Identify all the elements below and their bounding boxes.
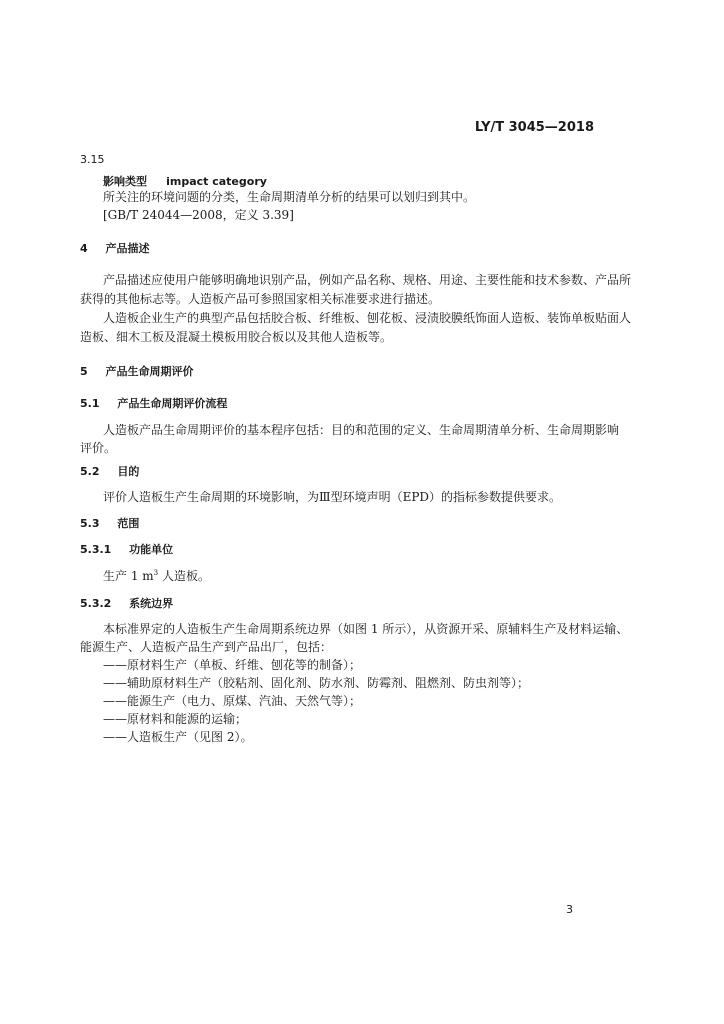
section-4-heading [80, 240, 150, 256]
section-5-3-1-title: 功能单位 [129, 543, 174, 556]
section-5-3-1-heading [80, 541, 173, 557]
list-item: ——原材料生产（单板、纤维、刨花等的制备）； [103, 658, 362, 672]
section-4-title: 产品描述 [105, 242, 150, 255]
term-chinese: 影响类型 [103, 175, 147, 188]
functional-unit-after: 人造板。 [158, 569, 210, 583]
section-5-3-heading [80, 515, 139, 531]
cubic-superscript: 3 [153, 569, 159, 577]
section-5-2-line1: 评价人造板生产生命周期的环境影响，为Ⅲ型环境声明（EPD）的指标参数提供要求。 [103, 490, 562, 504]
page-number: 3 [566, 903, 573, 916]
section-5-3-2-line2: 能源生产、人造板产品生产到产品出厂，包括： [80, 640, 333, 654]
functional-unit-text [103, 567, 210, 584]
section-5-2-heading [80, 463, 139, 479]
section-4-para1-line1: 产品描述应使用户能够明确地识别产品，例如产品名称、规格、用途、主要性能和技术参数、产品所 [103, 273, 632, 287]
section-5-1-number: 5.1 [80, 397, 100, 410]
section-5-2-title: 目的 [117, 465, 140, 478]
term-heading [103, 170, 267, 189]
section-5-2-number: 5.2 [80, 465, 100, 478]
section-5-heading [80, 363, 194, 379]
list-item: ——原材料和能源的运输； [103, 712, 248, 726]
list-item: ——能源生产（电力、原煤、汽油、天然气等）； [103, 694, 362, 708]
term-definition: 所关注的环境问题的分类，生命周期清单分析的结果可以划归到其中。 [103, 190, 476, 204]
section-5-3-1-number: 5.3.1 [80, 543, 112, 556]
section-5-3-number: 5.3 [80, 517, 100, 530]
section-4-para2-line2: 造板、细木工板及混凝土模板用胶合板以及其他人造板等。 [80, 330, 393, 344]
standard-number: LY/T 3045—2018 [474, 120, 594, 135]
section-5-1-line2: 评价。 [80, 441, 117, 455]
list-item: ——人造板生产（见图 2）。 [103, 730, 253, 744]
section-5-3-2-number: 5.3.2 [80, 597, 112, 610]
functional-unit-before: 生产 1 m [103, 569, 154, 583]
term-english: impact category [166, 175, 267, 188]
section-5-3-2-line1: 本标准界定的人造板生产生命周期系统边界（如图 1 所示），从资源开采、原辅料生产及材料运输、 [103, 622, 629, 636]
section-5-3-2-heading [80, 595, 173, 611]
list-item: ——辅助原材料生产（胶粘剂、固化剂、防水剂、防霉剂、阻燃剂、防虫剂等）； [103, 676, 530, 690]
section-4-para2-line1: 人造板企业生产的典型产品包括胶合板、纤维板、刨花板、浸渍胶膜纸饰面人造板、装饰单板贴面人 [103, 311, 632, 325]
section-5-3-title: 范围 [117, 517, 140, 530]
section-4-number: 4 [80, 242, 88, 255]
section-5-1-heading [80, 395, 227, 411]
section-5-3-2-title: 系统边界 [129, 597, 174, 610]
section-5-1-title: 产品生命周期评价流程 [117, 397, 228, 410]
term-source: [GB/T 24044—2008，定义 3.39] [103, 208, 294, 222]
term-number: 3.15 [80, 153, 105, 166]
section-5-title: 产品生命周期评价 [105, 365, 194, 378]
section-5-number: 5 [80, 365, 88, 378]
section-4-para1-line2: 获得的其他标志等。人造板产品可参照国家相关标准要求进行描述。 [80, 292, 441, 306]
section-5-1-line1: 人造板产品生命周期评价的基本程序包括：目的和范围的定义、生命周期清单分析、生命周期影响 [103, 423, 620, 437]
